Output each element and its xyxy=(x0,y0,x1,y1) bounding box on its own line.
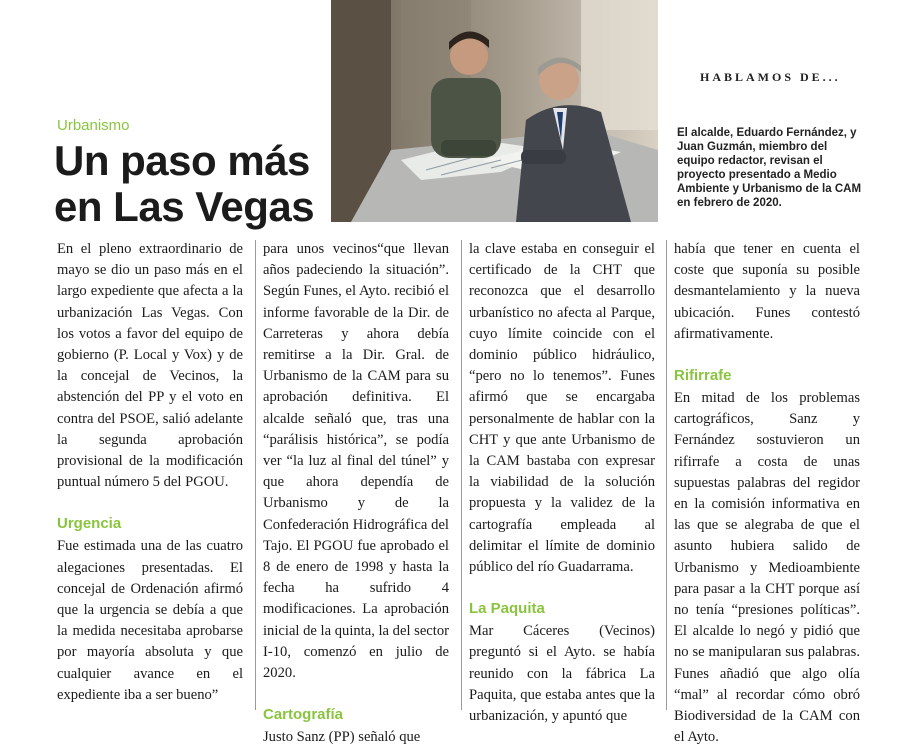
urgencia-paragraph-continued: para unos vecinos“que llevan años padeciendo la situación”. Según Funes, el Ayto. recibió el informe favorable de la Dir. de Carreteras y ahora debía remitirse a la Dir. Gral. de Urbanismo de la CAM para su aprobación definitiva. El alcalde señaló que, tras una “parálisis histórica”, se podía ver “la luz al final del túnel” y que ahora dependía de Urbanismo y de la Confederación Hidrográfica del Tajo. El PGOU fue aprobado el 8 de enero de 1998 y hasta la fecha ha sufrido 4 modificaciones. La aprobación inicial de la quinta, la del sector I-10, comenzó en julio de 2020. xyxy=(263,241,449,682)
cartografia-paragraph: Justo Sanz (PP) señaló que xyxy=(263,729,421,746)
urgencia-paragraph: Fue estimada una de las cuatro alegaciones presentadas. El concejal de Ordenación afirmó que la urgencia se debía a que la medida necesitaba aprobarse por mayoría absoluta y que cualquier avance en el expediente iba a ser bueno” xyxy=(57,538,243,703)
photo-caption: El alcalde, Eduardo Fernández, y Juan Guzmán, miembro del equipo redactor, revisan el proyecto presentado a Medio Ambiente y Urbanismo de la CAM en febrero de 2020. xyxy=(677,127,862,209)
column-3 xyxy=(469,239,655,727)
headline xyxy=(54,138,354,230)
subheading-urgencia: Urgencia xyxy=(57,515,122,533)
headline-line-1: Un paso más xyxy=(54,137,310,184)
column-divider xyxy=(255,240,256,710)
headline-line-2: en Las Vegas xyxy=(54,183,315,230)
section-kicker: Urbanismo xyxy=(57,117,130,134)
subheading-la-paquita: La Paquita xyxy=(469,600,545,618)
paquita-paragraph: Mar Cáceres (Vecinos) preguntó si el Ayto. se había reunido con la fábrica La Paquita, que estaba antes que la urbanización, y apuntó que xyxy=(469,623,655,725)
section-label-hablamos: HABLAMOS DE... xyxy=(700,70,841,84)
column-divider xyxy=(461,240,462,710)
paquita-paragraph-continued: había que tener en cuenta el coste que suponía su posible desmantelamiento y la nueva ubicación. Funes contestó afirmativamente. xyxy=(674,241,860,342)
column-2 xyxy=(263,239,449,748)
rifirrafe-paragraph: En mitad de los problemas cartográficos, Sanz y Fernández sostuvieron un rifirrafe a costa de unas supuestas palabras del regidor en la comisión informativa en las que se alegraba de que el asunto hubiera salido de Urbanismo y Medioambiente para pasar a la CHT porque así no tenía “presiones políticas”. El alcalde lo negó y pidió que no se manipularan sus palabras. Funes añadió que algo olía “mal” al recordar cómo obró Biodiversidad de la CAM con el Ayto. xyxy=(674,390,860,746)
article-photo xyxy=(331,0,658,222)
intro-paragraph: En el pleno extraordinario de mayo se dio un paso más en el largo expediente que afecta a la urbanización Las Vegas. Con los votos a favor del equipo de gobierno (P. Local y Vox) y de la concejal de Vecinos, la abstención del PP y el voto en contra del PSOE, salió adelante la segunda aprobación provisional de la modificación puntual número 5 del PGOU. xyxy=(57,241,243,491)
subheading-cartografia: Cartografía xyxy=(263,706,344,724)
column-4 xyxy=(674,239,860,748)
column-1 xyxy=(57,239,243,706)
column-divider xyxy=(666,240,667,710)
subheading-rifirrafe: Rifirrafe xyxy=(674,367,732,385)
cartografia-paragraph-continued: la clave estaba en conseguir el certificado de la CHT que reconozca que el desarrollo urbanístico no afecta al Parque, cuyo límite coincide con el dominio público hidráulico, “pero no lo tenemos”. Funes afirmó que se encargaba personalmente de hablar con la CHT y que ante Urbanismo de la CAM bastaba con expresar la viabilidad de la solución propuesta y la validez de la cartografía empleada al delimitar el límite de dominio público del río Guadarrama. xyxy=(469,241,655,576)
photo-illustration xyxy=(331,0,658,222)
